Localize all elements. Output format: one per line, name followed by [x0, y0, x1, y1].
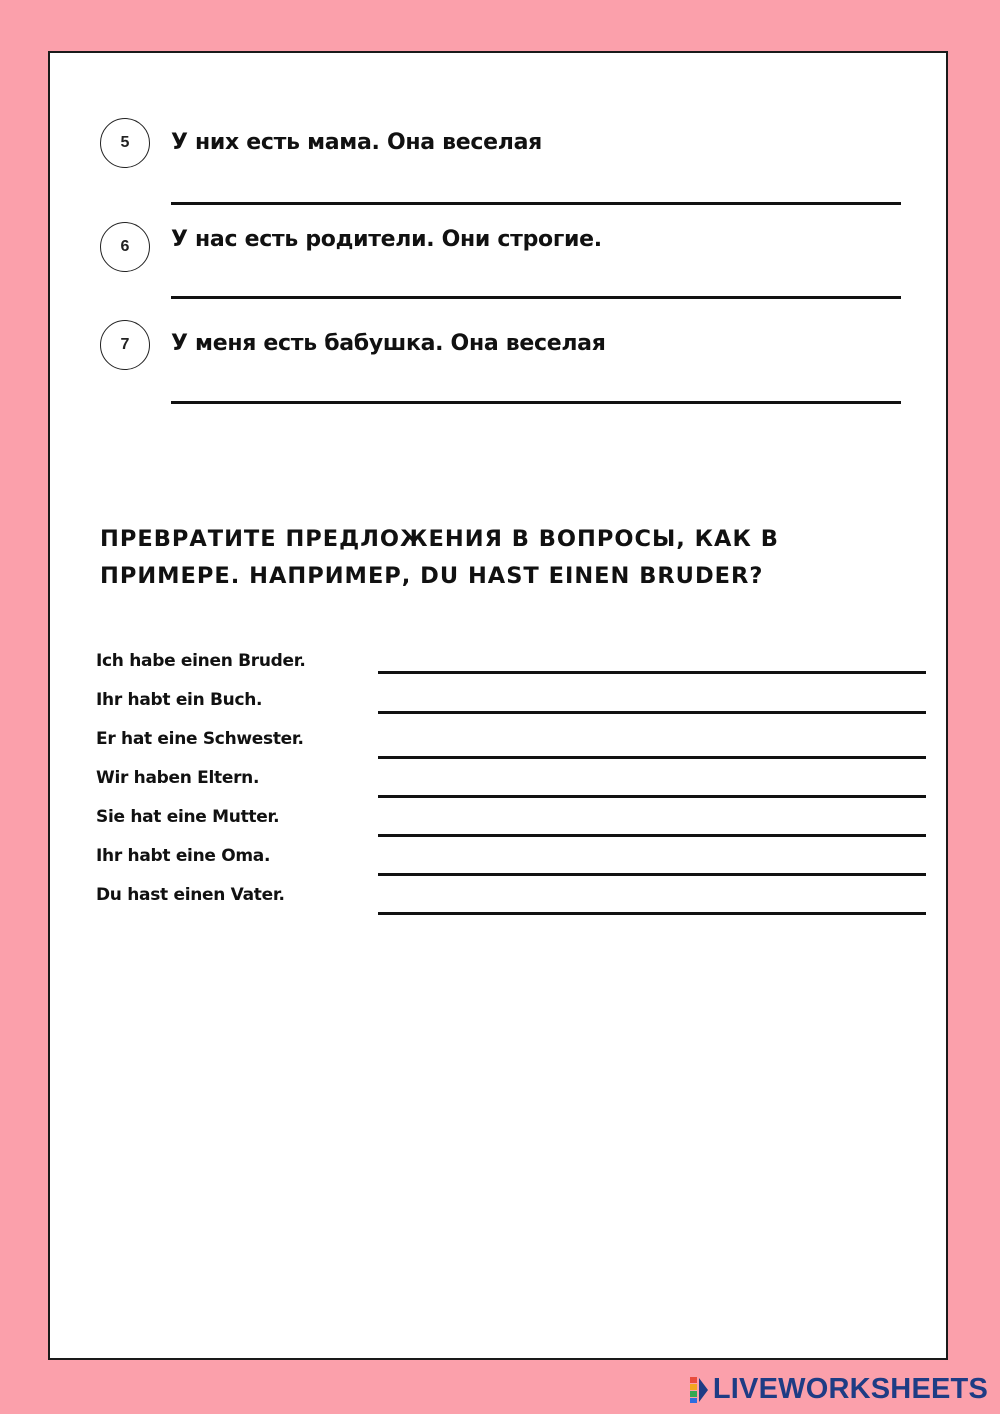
- sentence-text: Sie hat eine Mutter.: [96, 807, 280, 827]
- question-5: [50, 117, 946, 207]
- question-6: [50, 221, 946, 311]
- answer-line[interactable]: [378, 671, 926, 674]
- instruction-line-2: ПРИМЕРЕ. НАПРИМЕР, DU HAST EINEN BRUDER?: [100, 563, 764, 589]
- exercise-instruction: [100, 521, 860, 595]
- answer-line[interactable]: [171, 401, 901, 404]
- logo-arrow-shape: [699, 1378, 708, 1402]
- question-7: [50, 319, 946, 409]
- sentence-row: [50, 690, 946, 729]
- logo-letter-v-block: [690, 1391, 697, 1397]
- answer-line[interactable]: [171, 202, 901, 205]
- answer-line[interactable]: [378, 756, 926, 759]
- liveworksheets-logo-icon: [689, 1376, 709, 1404]
- sentence-text: Ich habe einen Bruder.: [96, 651, 306, 671]
- liveworksheets-brand: LIVEWORKSHEETS: [712, 1373, 988, 1405]
- answer-line[interactable]: [378, 711, 926, 714]
- sentence-text: Ihr habt eine Oma.: [96, 846, 271, 866]
- answer-line[interactable]: [378, 834, 926, 837]
- question-text: У них есть мама. Она веселая: [171, 130, 542, 155]
- answer-line[interactable]: [378, 873, 926, 876]
- question-number-badge: 7: [100, 320, 150, 370]
- instruction-line-1: ПРЕВРАТИТЕ ПРЕДЛОЖЕНИЯ В ВОПРОСЫ, КАК В: [100, 526, 779, 552]
- sentence-row: [50, 729, 946, 768]
- question-number-badge: 6: [100, 222, 150, 272]
- answer-line[interactable]: [171, 296, 901, 299]
- sentence-row: [50, 807, 946, 846]
- sentence-row: [50, 846, 946, 885]
- logo-letter-i-block: [690, 1384, 697, 1390]
- worksheet-page: [48, 51, 948, 1360]
- liveworksheets-footer: [689, 1373, 988, 1406]
- sentence-row: [50, 885, 946, 924]
- sentence-text: Er hat eine Schwester.: [96, 729, 304, 749]
- question-text: У меня есть бабушка. Она веселая: [171, 331, 606, 356]
- logo-letter-e-block: [690, 1398, 697, 1403]
- sentence-text: Du hast einen Vater.: [96, 885, 285, 905]
- sentence-row: [50, 768, 946, 807]
- sentence-text: Wir haben Eltern.: [96, 768, 260, 788]
- question-text: У нас есть родители. Они строгие.: [171, 227, 602, 252]
- logo-letter-l-block: [690, 1377, 697, 1383]
- question-number-badge: 5: [100, 118, 150, 168]
- answer-line[interactable]: [378, 912, 926, 915]
- answer-line[interactable]: [378, 795, 926, 798]
- sentence-text: Ihr habt ein Buch.: [96, 690, 263, 710]
- sentence-row: [50, 651, 946, 690]
